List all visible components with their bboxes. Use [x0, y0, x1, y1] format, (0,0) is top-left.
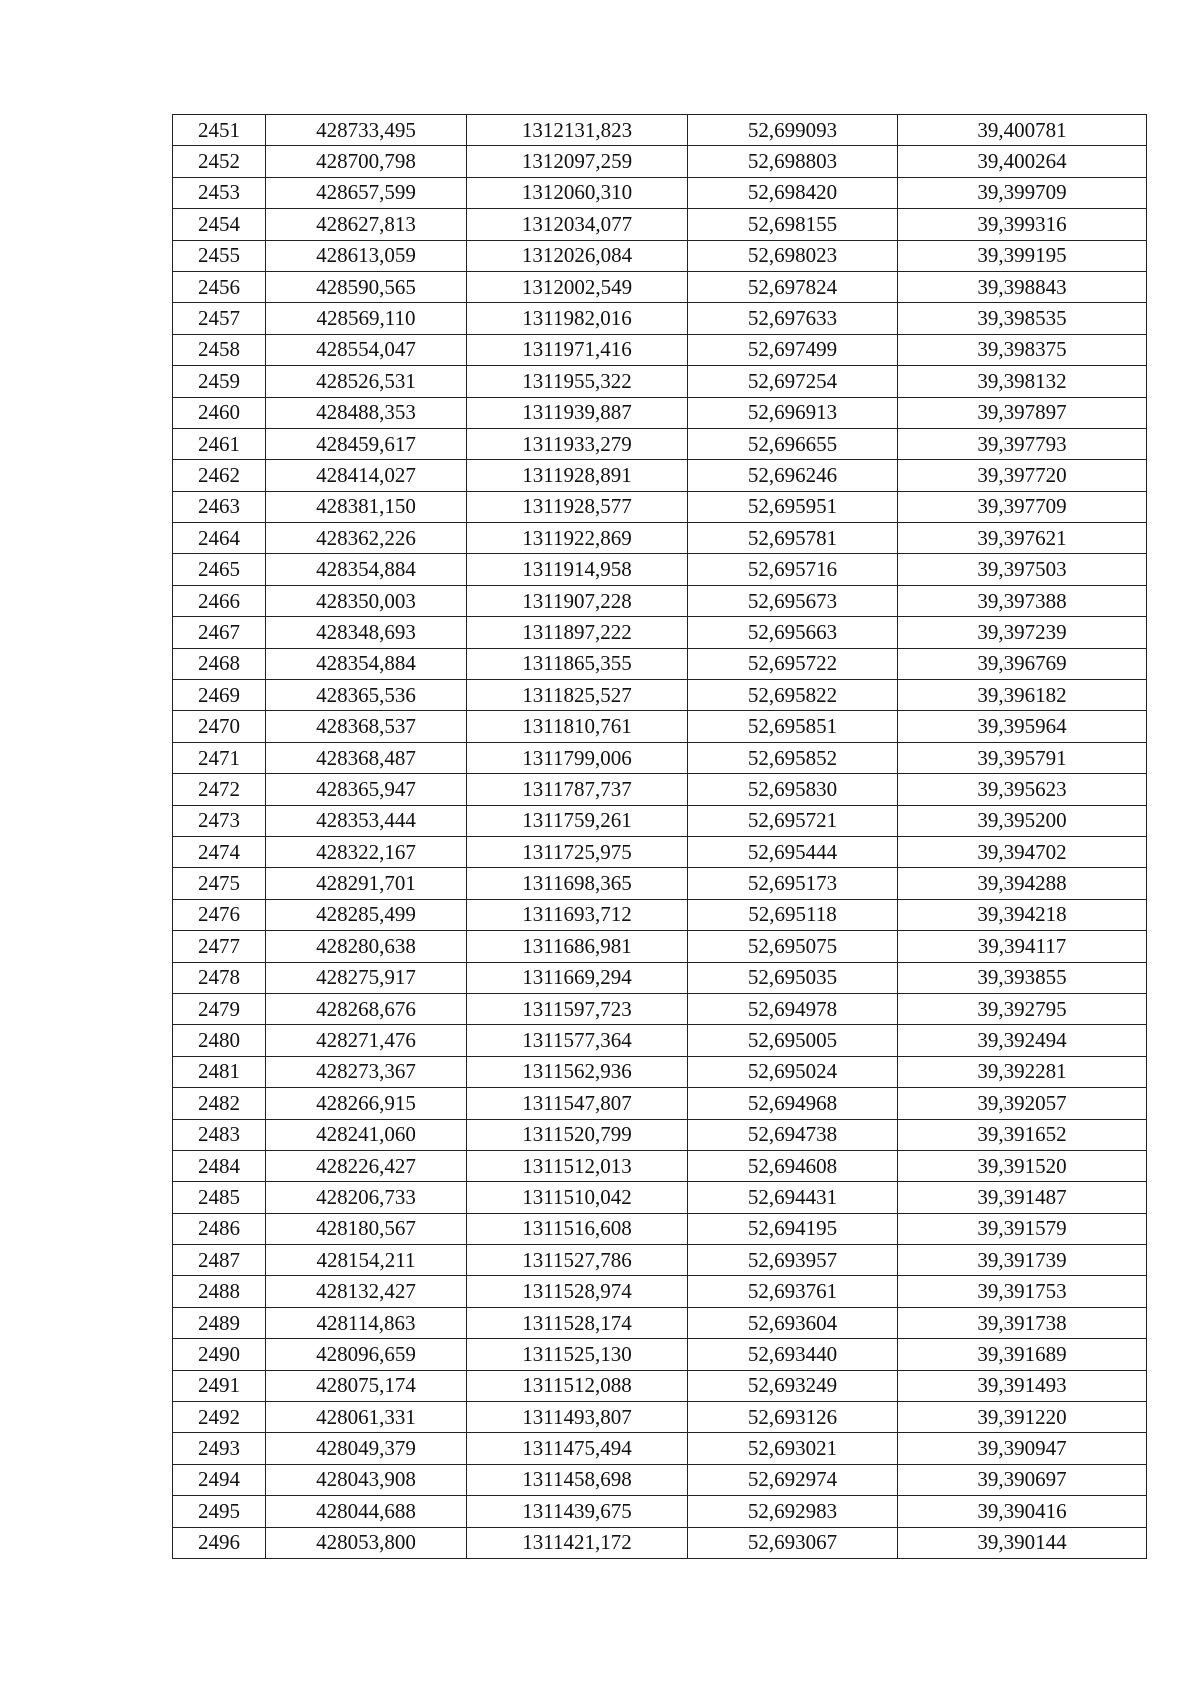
x-coordinate-cell: 428733,495: [266, 115, 467, 146]
point-number-cell: 2477: [173, 931, 266, 962]
table-row: [173, 1213, 1147, 1244]
latitude-cell: 52,695663: [688, 617, 898, 648]
latitude-cell: 52,695444: [688, 836, 898, 867]
point-number-cell: 2460: [173, 397, 266, 428]
point-number-cell: 2488: [173, 1276, 266, 1307]
x-coordinate-cell: 428322,167: [266, 836, 467, 867]
latitude-cell: 52,699093: [688, 115, 898, 146]
point-number-cell: 2484: [173, 1150, 266, 1181]
point-number-cell: 2467: [173, 617, 266, 648]
point-number-cell: 2455: [173, 240, 266, 271]
table-row: [173, 1182, 1147, 1213]
point-number-cell: 2474: [173, 836, 266, 867]
y-coordinate-cell: 1311939,887: [467, 397, 688, 428]
y-coordinate-cell: 1312034,077: [467, 209, 688, 240]
point-number-cell: 2458: [173, 334, 266, 365]
latitude-cell: 52,694195: [688, 1213, 898, 1244]
table-row: [173, 680, 1147, 711]
point-number-cell: 2465: [173, 554, 266, 585]
y-coordinate-cell: 1311971,416: [467, 334, 688, 365]
x-coordinate-cell: 428354,884: [266, 554, 467, 585]
y-coordinate-cell: 1311512,013: [467, 1150, 688, 1181]
y-coordinate-cell: 1311458,698: [467, 1464, 688, 1495]
x-coordinate-cell: 428526,531: [266, 366, 467, 397]
x-coordinate-cell: 428657,599: [266, 177, 467, 208]
y-coordinate-cell: 1311865,355: [467, 648, 688, 679]
x-coordinate-cell: 428459,617: [266, 428, 467, 459]
x-coordinate-cell: 428613,059: [266, 240, 467, 271]
point-number-cell: 2492: [173, 1402, 266, 1433]
latitude-cell: 52,695851: [688, 711, 898, 742]
table-row: [173, 993, 1147, 1024]
table-row: [173, 774, 1147, 805]
coordinates-table-body: [173, 115, 1147, 1559]
latitude-cell: 52,696246: [688, 460, 898, 491]
y-coordinate-cell: 1311759,261: [467, 805, 688, 836]
latitude-cell: 52,696913: [688, 397, 898, 428]
x-coordinate-cell: 428381,150: [266, 491, 467, 522]
longitude-cell: 39,397897: [898, 397, 1147, 428]
point-number-cell: 2468: [173, 648, 266, 679]
x-coordinate-cell: 428488,353: [266, 397, 467, 428]
point-number-cell: 2491: [173, 1370, 266, 1401]
longitude-cell: 39,397720: [898, 460, 1147, 491]
longitude-cell: 39,391520: [898, 1150, 1147, 1181]
table-row: [173, 1339, 1147, 1370]
table-row: [173, 1402, 1147, 1433]
y-coordinate-cell: 1311698,365: [467, 868, 688, 899]
x-coordinate-cell: 428350,003: [266, 585, 467, 616]
latitude-cell: 52,695024: [688, 1056, 898, 1087]
table-row: [173, 1496, 1147, 1527]
coordinates-table: [172, 114, 1147, 1559]
longitude-cell: 39,390416: [898, 1496, 1147, 1527]
table-row: [173, 1276, 1147, 1307]
x-coordinate-cell: 428554,047: [266, 334, 467, 365]
point-number-cell: 2462: [173, 460, 266, 491]
table-row: [173, 1527, 1147, 1558]
y-coordinate-cell: 1311955,322: [467, 366, 688, 397]
point-number-cell: 2464: [173, 523, 266, 554]
point-number-cell: 2490: [173, 1339, 266, 1370]
x-coordinate-cell: 428075,174: [266, 1370, 467, 1401]
y-coordinate-cell: 1311907,228: [467, 585, 688, 616]
point-number-cell: 2483: [173, 1119, 266, 1150]
latitude-cell: 52,692974: [688, 1464, 898, 1495]
point-number-cell: 2457: [173, 303, 266, 334]
latitude-cell: 52,695673: [688, 585, 898, 616]
longitude-cell: 39,391739: [898, 1245, 1147, 1276]
latitude-cell: 52,693126: [688, 1402, 898, 1433]
table-row: [173, 1150, 1147, 1181]
latitude-cell: 52,697633: [688, 303, 898, 334]
longitude-cell: 39,391753: [898, 1276, 1147, 1307]
longitude-cell: 39,392281: [898, 1056, 1147, 1087]
point-number-cell: 2489: [173, 1307, 266, 1338]
longitude-cell: 39,395964: [898, 711, 1147, 742]
point-number-cell: 2463: [173, 491, 266, 522]
latitude-cell: 52,695075: [688, 931, 898, 962]
point-number-cell: 2471: [173, 742, 266, 773]
longitude-cell: 39,397709: [898, 491, 1147, 522]
point-number-cell: 2473: [173, 805, 266, 836]
longitude-cell: 39,393855: [898, 962, 1147, 993]
longitude-cell: 39,390144: [898, 1527, 1147, 1558]
y-coordinate-cell: 1311527,786: [467, 1245, 688, 1276]
latitude-cell: 52,693067: [688, 1527, 898, 1558]
table-row: [173, 805, 1147, 836]
latitude-cell: 52,698023: [688, 240, 898, 271]
longitude-cell: 39,398535: [898, 303, 1147, 334]
table-row: [173, 209, 1147, 240]
y-coordinate-cell: 1311693,712: [467, 899, 688, 930]
x-coordinate-cell: 428266,915: [266, 1088, 467, 1119]
longitude-cell: 39,399195: [898, 240, 1147, 271]
latitude-cell: 52,698420: [688, 177, 898, 208]
table-row: [173, 460, 1147, 491]
y-coordinate-cell: 1311516,608: [467, 1213, 688, 1244]
table-row: [173, 711, 1147, 742]
y-coordinate-cell: 1312131,823: [467, 115, 688, 146]
x-coordinate-cell: 428414,027: [266, 460, 467, 491]
latitude-cell: 52,697824: [688, 271, 898, 302]
longitude-cell: 39,395791: [898, 742, 1147, 773]
longitude-cell: 39,391579: [898, 1213, 1147, 1244]
table-row: [173, 115, 1147, 146]
table-row: [173, 1433, 1147, 1464]
x-coordinate-cell: 428368,487: [266, 742, 467, 773]
table-row: [173, 1464, 1147, 1495]
x-coordinate-cell: 428206,733: [266, 1182, 467, 1213]
longitude-cell: 39,396182: [898, 680, 1147, 711]
point-number-cell: 2452: [173, 146, 266, 177]
latitude-cell: 52,695781: [688, 523, 898, 554]
x-coordinate-cell: 428627,813: [266, 209, 467, 240]
table-row: [173, 1245, 1147, 1276]
latitude-cell: 52,695951: [688, 491, 898, 522]
y-coordinate-cell: 1311669,294: [467, 962, 688, 993]
longitude-cell: 39,400264: [898, 146, 1147, 177]
table-row: [173, 617, 1147, 648]
latitude-cell: 52,697499: [688, 334, 898, 365]
point-number-cell: 2454: [173, 209, 266, 240]
table-row: [173, 554, 1147, 585]
longitude-cell: 39,395623: [898, 774, 1147, 805]
y-coordinate-cell: 1312026,084: [467, 240, 688, 271]
longitude-cell: 39,397793: [898, 428, 1147, 459]
point-number-cell: 2479: [173, 993, 266, 1024]
x-coordinate-cell: 428280,638: [266, 931, 467, 962]
latitude-cell: 52,693761: [688, 1276, 898, 1307]
point-number-cell: 2456: [173, 271, 266, 302]
table-row: [173, 962, 1147, 993]
x-coordinate-cell: 428154,211: [266, 1245, 467, 1276]
table-row: [173, 1370, 1147, 1401]
x-coordinate-cell: 428275,917: [266, 962, 467, 993]
table-row: [173, 1119, 1147, 1150]
table-row: [173, 868, 1147, 899]
longitude-cell: 39,391738: [898, 1307, 1147, 1338]
longitude-cell: 39,391487: [898, 1182, 1147, 1213]
x-coordinate-cell: 428365,536: [266, 680, 467, 711]
latitude-cell: 52,698155: [688, 209, 898, 240]
y-coordinate-cell: 1311825,527: [467, 680, 688, 711]
y-coordinate-cell: 1311686,981: [467, 931, 688, 962]
table-row: [173, 428, 1147, 459]
table-row: [173, 931, 1147, 962]
x-coordinate-cell: 428061,331: [266, 1402, 467, 1433]
y-coordinate-cell: 1311510,042: [467, 1182, 688, 1213]
longitude-cell: 39,396769: [898, 648, 1147, 679]
x-coordinate-cell: 428053,800: [266, 1527, 467, 1558]
longitude-cell: 39,397503: [898, 554, 1147, 585]
longitude-cell: 39,394702: [898, 836, 1147, 867]
table-row: [173, 1088, 1147, 1119]
y-coordinate-cell: 1311928,891: [467, 460, 688, 491]
point-number-cell: 2475: [173, 868, 266, 899]
point-number-cell: 2493: [173, 1433, 266, 1464]
latitude-cell: 52,695716: [688, 554, 898, 585]
x-coordinate-cell: 428268,676: [266, 993, 467, 1024]
x-coordinate-cell: 428590,565: [266, 271, 467, 302]
point-number-cell: 2451: [173, 115, 266, 146]
latitude-cell: 52,695852: [688, 742, 898, 773]
x-coordinate-cell: 428180,567: [266, 1213, 467, 1244]
y-coordinate-cell: 1312002,549: [467, 271, 688, 302]
x-coordinate-cell: 428569,110: [266, 303, 467, 334]
longitude-cell: 39,398843: [898, 271, 1147, 302]
x-coordinate-cell: 428043,908: [266, 1464, 467, 1495]
table-row: [173, 1307, 1147, 1338]
longitude-cell: 39,392057: [898, 1088, 1147, 1119]
y-coordinate-cell: 1311577,364: [467, 1025, 688, 1056]
point-number-cell: 2461: [173, 428, 266, 459]
table-row: [173, 303, 1147, 334]
longitude-cell: 39,395200: [898, 805, 1147, 836]
longitude-cell: 39,399709: [898, 177, 1147, 208]
x-coordinate-cell: 428096,659: [266, 1339, 467, 1370]
y-coordinate-cell: 1311928,577: [467, 491, 688, 522]
latitude-cell: 52,695822: [688, 680, 898, 711]
y-coordinate-cell: 1311982,016: [467, 303, 688, 334]
y-coordinate-cell: 1311475,494: [467, 1433, 688, 1464]
longitude-cell: 39,397388: [898, 585, 1147, 616]
y-coordinate-cell: 1311439,675: [467, 1496, 688, 1527]
y-coordinate-cell: 1311421,172: [467, 1527, 688, 1558]
point-number-cell: 2470: [173, 711, 266, 742]
table-row: [173, 334, 1147, 365]
y-coordinate-cell: 1312060,310: [467, 177, 688, 208]
x-coordinate-cell: 428114,863: [266, 1307, 467, 1338]
point-number-cell: 2453: [173, 177, 266, 208]
y-coordinate-cell: 1311922,869: [467, 523, 688, 554]
longitude-cell: 39,394288: [898, 868, 1147, 899]
latitude-cell: 52,693440: [688, 1339, 898, 1370]
point-number-cell: 2487: [173, 1245, 266, 1276]
longitude-cell: 39,397239: [898, 617, 1147, 648]
point-number-cell: 2485: [173, 1182, 266, 1213]
x-coordinate-cell: 428273,367: [266, 1056, 467, 1087]
x-coordinate-cell: 428271,476: [266, 1025, 467, 1056]
x-coordinate-cell: 428348,693: [266, 617, 467, 648]
latitude-cell: 52,693021: [688, 1433, 898, 1464]
point-number-cell: 2472: [173, 774, 266, 805]
point-number-cell: 2495: [173, 1496, 266, 1527]
longitude-cell: 39,390697: [898, 1464, 1147, 1495]
y-coordinate-cell: 1312097,259: [467, 146, 688, 177]
y-coordinate-cell: 1311597,723: [467, 993, 688, 1024]
table-row: [173, 146, 1147, 177]
latitude-cell: 52,694608: [688, 1150, 898, 1181]
latitude-cell: 52,694738: [688, 1119, 898, 1150]
y-coordinate-cell: 1311562,936: [467, 1056, 688, 1087]
point-number-cell: 2476: [173, 899, 266, 930]
longitude-cell: 39,391652: [898, 1119, 1147, 1150]
longitude-cell: 39,392795: [898, 993, 1147, 1024]
longitude-cell: 39,398375: [898, 334, 1147, 365]
table-row: [173, 366, 1147, 397]
latitude-cell: 52,698803: [688, 146, 898, 177]
table-row: [173, 491, 1147, 522]
y-coordinate-cell: 1311547,807: [467, 1088, 688, 1119]
latitude-cell: 52,695005: [688, 1025, 898, 1056]
longitude-cell: 39,394218: [898, 899, 1147, 930]
latitude-cell: 52,696655: [688, 428, 898, 459]
y-coordinate-cell: 1311787,737: [467, 774, 688, 805]
latitude-cell: 52,695722: [688, 648, 898, 679]
x-coordinate-cell: 428241,060: [266, 1119, 467, 1150]
point-number-cell: 2480: [173, 1025, 266, 1056]
y-coordinate-cell: 1311493,807: [467, 1402, 688, 1433]
table-row: [173, 899, 1147, 930]
x-coordinate-cell: 428044,688: [266, 1496, 467, 1527]
latitude-cell: 52,694968: [688, 1088, 898, 1119]
point-number-cell: 2469: [173, 680, 266, 711]
latitude-cell: 52,692983: [688, 1496, 898, 1527]
y-coordinate-cell: 1311512,088: [467, 1370, 688, 1401]
y-coordinate-cell: 1311725,975: [467, 836, 688, 867]
longitude-cell: 39,391493: [898, 1370, 1147, 1401]
latitude-cell: 52,695173: [688, 868, 898, 899]
table-row: [173, 585, 1147, 616]
x-coordinate-cell: 428291,701: [266, 868, 467, 899]
y-coordinate-cell: 1311897,222: [467, 617, 688, 648]
table-row: [173, 836, 1147, 867]
latitude-cell: 52,695035: [688, 962, 898, 993]
latitude-cell: 52,694978: [688, 993, 898, 1024]
longitude-cell: 39,398132: [898, 366, 1147, 397]
latitude-cell: 52,693249: [688, 1370, 898, 1401]
point-number-cell: 2494: [173, 1464, 266, 1495]
latitude-cell: 52,694431: [688, 1182, 898, 1213]
latitude-cell: 52,695830: [688, 774, 898, 805]
longitude-cell: 39,399316: [898, 209, 1147, 240]
latitude-cell: 52,697254: [688, 366, 898, 397]
table-row: [173, 1025, 1147, 1056]
x-coordinate-cell: 428049,379: [266, 1433, 467, 1464]
x-coordinate-cell: 428226,427: [266, 1150, 467, 1181]
x-coordinate-cell: 428700,798: [266, 146, 467, 177]
y-coordinate-cell: 1311933,279: [467, 428, 688, 459]
longitude-cell: 39,390947: [898, 1433, 1147, 1464]
y-coordinate-cell: 1311810,761: [467, 711, 688, 742]
point-number-cell: 2486: [173, 1213, 266, 1244]
x-coordinate-cell: 428365,947: [266, 774, 467, 805]
table-row: [173, 397, 1147, 428]
table-row: [173, 1056, 1147, 1087]
point-number-cell: 2478: [173, 962, 266, 993]
x-coordinate-cell: 428368,537: [266, 711, 467, 742]
point-number-cell: 2466: [173, 585, 266, 616]
longitude-cell: 39,391220: [898, 1402, 1147, 1433]
y-coordinate-cell: 1311528,174: [467, 1307, 688, 1338]
point-number-cell: 2459: [173, 366, 266, 397]
y-coordinate-cell: 1311914,958: [467, 554, 688, 585]
longitude-cell: 39,400781: [898, 115, 1147, 146]
point-number-cell: 2481: [173, 1056, 266, 1087]
latitude-cell: 52,695118: [688, 899, 898, 930]
table-row: [173, 648, 1147, 679]
longitude-cell: 39,391689: [898, 1339, 1147, 1370]
table-row: [173, 240, 1147, 271]
x-coordinate-cell: 428362,226: [266, 523, 467, 554]
point-number-cell: 2482: [173, 1088, 266, 1119]
y-coordinate-cell: 1311799,006: [467, 742, 688, 773]
y-coordinate-cell: 1311525,130: [467, 1339, 688, 1370]
longitude-cell: 39,397621: [898, 523, 1147, 554]
longitude-cell: 39,394117: [898, 931, 1147, 962]
x-coordinate-cell: 428132,427: [266, 1276, 467, 1307]
y-coordinate-cell: 1311520,799: [467, 1119, 688, 1150]
table-row: [173, 271, 1147, 302]
table-row: [173, 523, 1147, 554]
y-coordinate-cell: 1311528,974: [467, 1276, 688, 1307]
x-coordinate-cell: 428353,444: [266, 805, 467, 836]
table-row: [173, 742, 1147, 773]
x-coordinate-cell: 428285,499: [266, 899, 467, 930]
longitude-cell: 39,392494: [898, 1025, 1147, 1056]
latitude-cell: 52,693604: [688, 1307, 898, 1338]
latitude-cell: 52,695721: [688, 805, 898, 836]
table-row: [173, 177, 1147, 208]
latitude-cell: 52,693957: [688, 1245, 898, 1276]
point-number-cell: 2496: [173, 1527, 266, 1558]
x-coordinate-cell: 428354,884: [266, 648, 467, 679]
